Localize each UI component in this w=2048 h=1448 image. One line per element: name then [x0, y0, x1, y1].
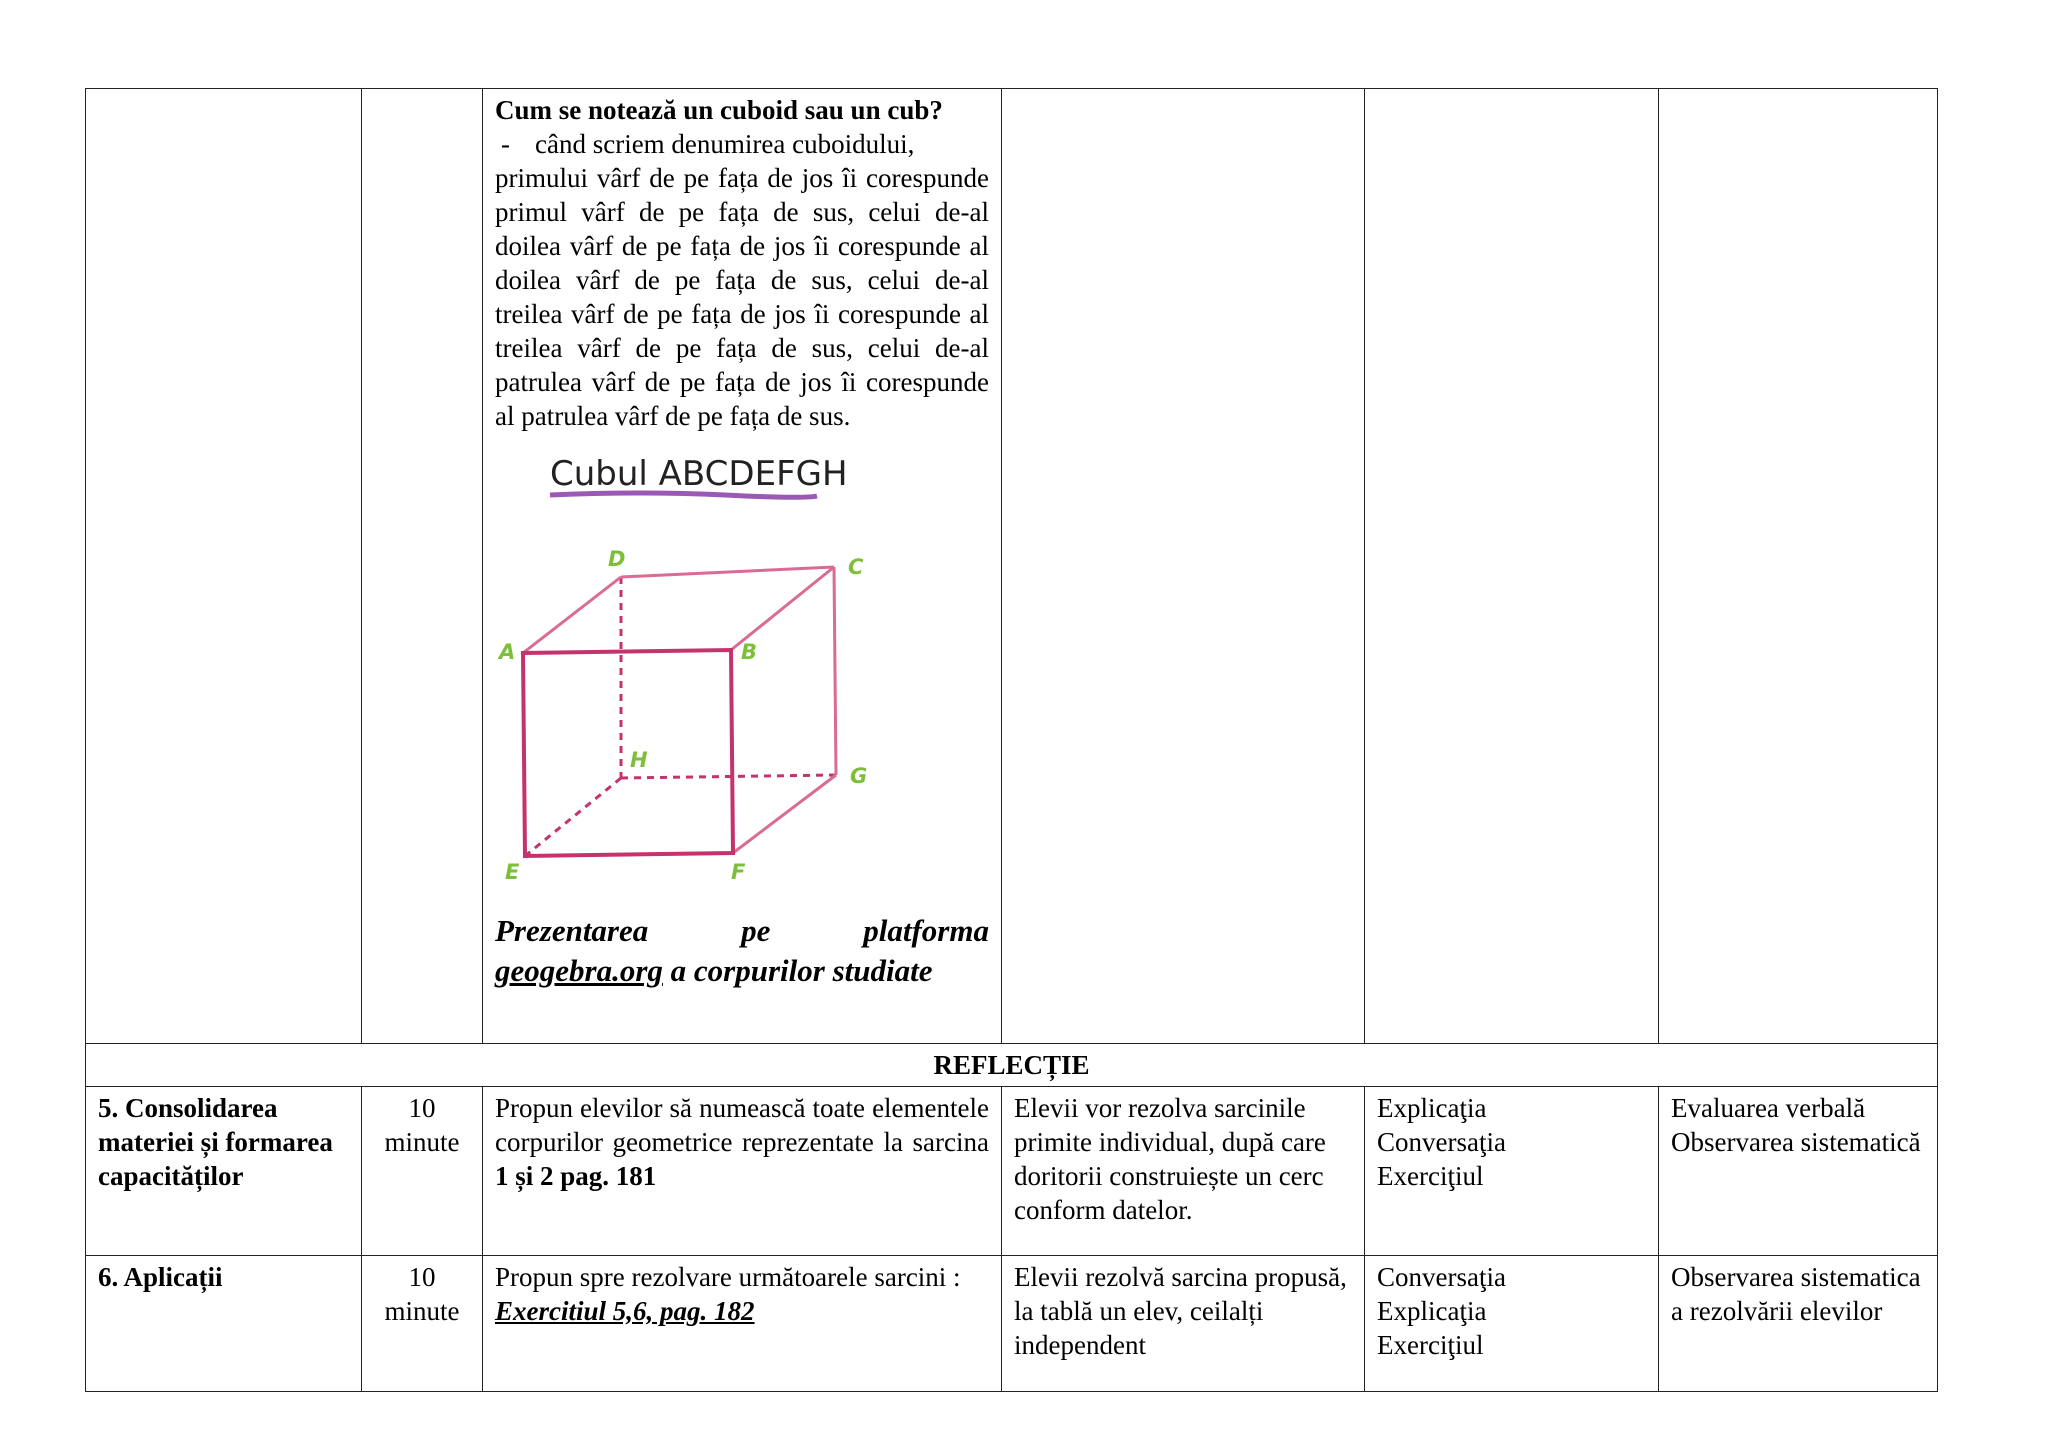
- time-cell: 10 minute: [362, 1087, 483, 1256]
- evaluation-cell: [1659, 89, 1938, 1044]
- method-item: Conversaţia: [1377, 1262, 1506, 1292]
- vertex-label-b: B: [741, 640, 758, 664]
- exercise-link[interactable]: Exercitiul 5,6, pag. 182: [495, 1296, 755, 1326]
- cube-diagram: [495, 443, 995, 911]
- edge-cg: [834, 567, 836, 775]
- reflection-row: [86, 1044, 1938, 1087]
- methods-cell: [1365, 89, 1659, 1044]
- students-cell: [1002, 89, 1365, 1044]
- edge-ad: [523, 577, 621, 653]
- notation-paragraph: primului vârf de pe fața de jos îi corespunde primul vârf de pe fața de sus, celui de-al doilea vârf de pe fața de jos îi corespunde al doilea vârf de pe fața de sus, celui de-al treilea vârf de pe fața de jos îi corespunde al treilea vârf de pe fața de sus, celui de-al patrulea vârf de pe fața de jos îi corespunde al patrulea vârf de pe fața de sus.: [495, 163, 989, 431]
- table-row: [86, 1256, 1938, 1392]
- table-row: [86, 1087, 1938, 1256]
- front-face: [523, 650, 733, 856]
- activity-cell: [483, 1087, 1002, 1256]
- activity-task-ref: 1 și 2 pag. 181: [495, 1161, 657, 1191]
- section-heading: Cum se notează un cuboid sau un cub?: [495, 95, 943, 125]
- vertex-label-e: E: [505, 860, 520, 884]
- cube-figure: [495, 443, 995, 911]
- vertex-label-c: C: [848, 555, 864, 579]
- table-row: [86, 89, 1938, 1044]
- dash-marker: -: [501, 129, 510, 159]
- presentation-caption: [495, 911, 989, 991]
- method-item: Explicaţia: [1377, 1093, 1487, 1123]
- stage-cell: 5. Consolidarea materiei și formarea capacităților: [86, 1087, 362, 1256]
- vertex-label-a: A: [499, 640, 516, 664]
- vertex-label-d: D: [608, 547, 626, 571]
- edge-dc: [621, 567, 834, 577]
- cube-title: Cubul ABCDEFGH: [550, 454, 848, 494]
- stage-cell: [86, 89, 362, 1044]
- edge-fg: [733, 775, 836, 853]
- method-item: Exerciţiul: [1377, 1161, 1484, 1191]
- students-cell: Elevii vor rezolva sarcinile primite individual, după care doritorii construiește un cerc conform datelor.: [1002, 1087, 1365, 1256]
- evaluation-item: Evaluarea verbală: [1671, 1093, 1866, 1123]
- dash-item: [495, 127, 989, 161]
- time-cell: 10 minute: [362, 1256, 483, 1392]
- dash-item-text: când scriem denumirea cuboidului,: [535, 129, 915, 159]
- evaluation-cell: [1659, 1087, 1938, 1256]
- method-item: Exerciţiul: [1377, 1330, 1484, 1360]
- geogebra-link[interactable]: geogebra.org: [495, 953, 663, 988]
- method-item: Explicaţia: [1377, 1296, 1487, 1326]
- caption-word-2: pe: [741, 913, 771, 948]
- edge-he: [525, 778, 621, 856]
- vertex-label-f: F: [731, 860, 746, 884]
- stage-cell: 6. Aplicații: [86, 1256, 362, 1392]
- students-cell: Elevii rezolvă sarcina propusă, la tablă un elev, ceilalți independent: [1002, 1256, 1365, 1392]
- activity-cell: [483, 1256, 1002, 1392]
- activity-text: Propun elevilor să numească toate elementele corpurilor geometrice reprezentate la sarcina: [495, 1093, 989, 1157]
- edge-hg: [621, 775, 836, 778]
- activity-text: Propun spre rezolvare următoarele sarcini :: [495, 1262, 961, 1292]
- methods-cell: [1365, 1087, 1659, 1256]
- vertex-label-h: H: [630, 748, 648, 772]
- caption-rest: a corpurilor studiate: [662, 953, 933, 988]
- caption-word-1: Prezentarea: [495, 913, 649, 948]
- methods-cell: [1365, 1256, 1659, 1392]
- evaluation-item: Observarea sistematică: [1671, 1127, 1921, 1157]
- caption-word-3: platforma: [863, 913, 989, 948]
- lesson-plan-table: [85, 88, 1938, 1392]
- vertex-label-g: G: [850, 764, 868, 788]
- activity-cell: [483, 89, 1002, 1044]
- evaluation-cell: Observarea sistematica a rezolvării elevilor: [1659, 1256, 1938, 1392]
- edge-bc: [731, 567, 834, 650]
- method-item: Conversaţia: [1377, 1127, 1506, 1157]
- time-cell: [362, 89, 483, 1044]
- reflection-title: REFLECȚIE: [86, 1044, 1938, 1087]
